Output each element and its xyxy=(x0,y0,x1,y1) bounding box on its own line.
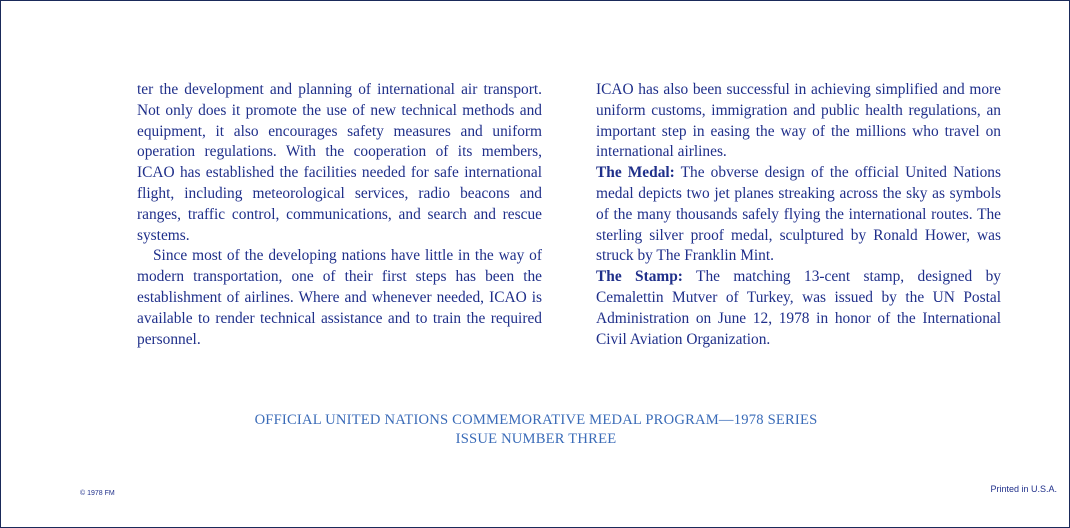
left-column xyxy=(137,80,542,350)
issue-number: ISSUE NUMBER THREE xyxy=(455,431,617,447)
left-paragraph-1: ter the development and planning of international air transport. Not only does it promote the use of new technical methods and equipment, it also encourages safety measures and uniform operation regulations. With the cooperation of its members, ICAO has established the facilities needed for safe international flight, including meteorological services, radio beacons and ranges, traffic control, communications, and search and rescue systems. xyxy=(137,81,542,244)
stamp-heading: The Stamp: xyxy=(596,268,683,286)
printed-notice: Printed in U.S.A. xyxy=(990,484,1057,494)
right-paragraph-1: ICAO has also been successful in achieving simplified and more uniform customs, immigration and public health regulations, an important step in easing the way of the millions who travel on international airlines. xyxy=(596,81,1001,161)
stamp-paragraph xyxy=(596,267,1001,350)
medal-text: The obverse design of the official United Nations medal depicts two jet planes streaking across the sky as symbols of the many thousands safely flying the international routes. The sterling silver proof medal, sculptured by Ronald Hower, was struck by The Franklin Mint. xyxy=(596,164,1001,265)
copyright-notice: © 1978 FM xyxy=(80,490,115,497)
medal-paragraph xyxy=(596,163,1001,267)
program-title: OFFICIAL UNITED NATIONS COMMEMORATIVE MEDAL PROGRAM—1978 SERIES xyxy=(254,412,818,428)
medal-heading: The Medal: xyxy=(596,164,675,182)
stamp-text: The matching 13-cent stamp, designed by Cemalettin Mutver of Turkey, was issued by the UN Postal Administration on June 12, 1978 in honor of the International Civil Aviation Organization. xyxy=(596,268,1002,348)
left-paragraph-2: Since most of the developing nations have little in the way of modern transportation, one of their first steps has been the establishment of airlines. Where and whenever needed, ICAO is available to render technical assistance and to train the required personnel. xyxy=(137,247,542,348)
right-column xyxy=(596,80,1001,350)
